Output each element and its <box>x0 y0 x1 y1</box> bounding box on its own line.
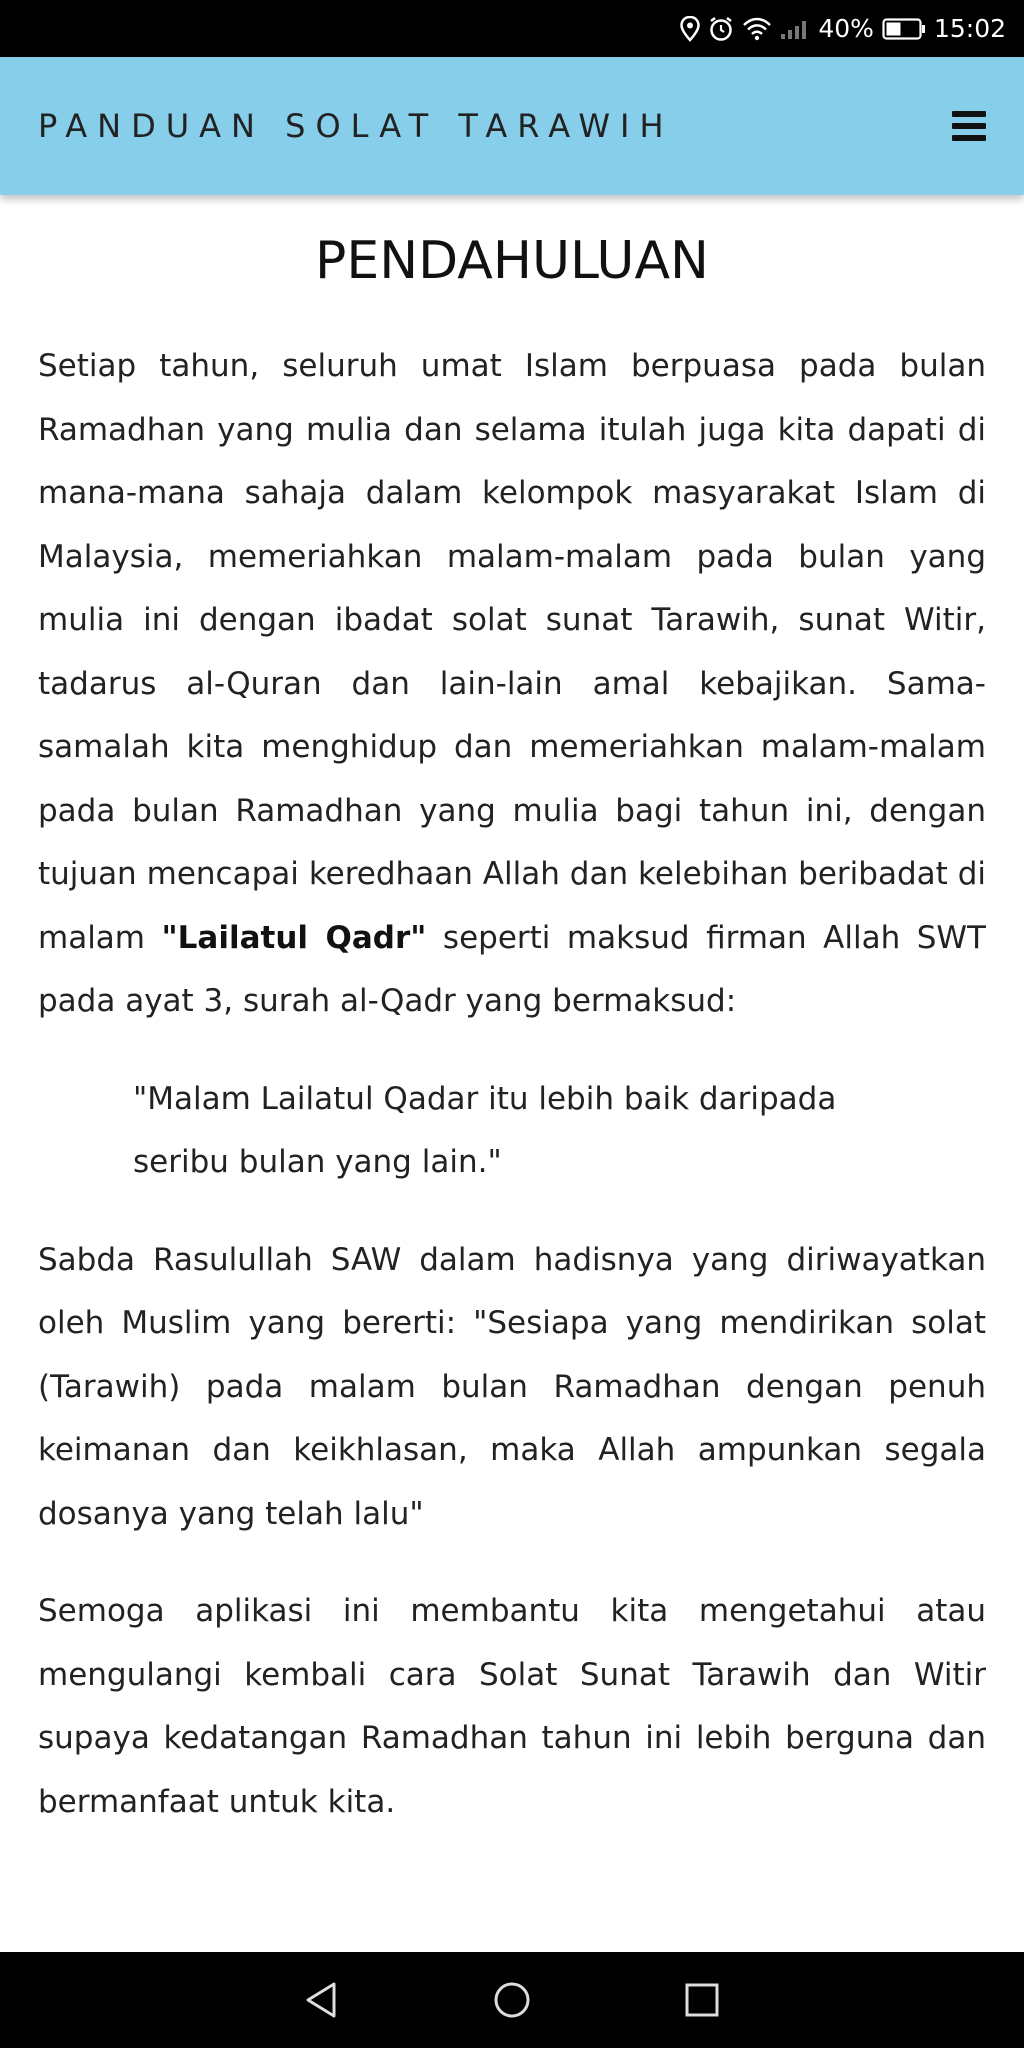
status-time: 15:02 <box>933 14 1006 43</box>
home-button[interactable] <box>417 1952 607 2048</box>
intro-text-part1: Setiap tahun, seluruh umat Islam berpuasa pada bulan Ramadhan yang mulia dan selama itulah juga kita dapati di mana-mana sahaja dalam kelompok masyarakat Islam di Malaysia, memeriahkan malam-malam pada bulan yang mulia ini dengan ibadat solat sunat Tarawih, sunat Witir, tadarus al-Quran dan lain-lain amal kebajikan. Sama-samalah kita menghidup dan memeriahkan malam-malam pada bulan Ramadhan yang mulia bagi tahun ini, dengan tujuan mencapai keredhaan Allah dan kelebihan beribadat di malam <box>38 348 986 956</box>
app-title: PANDUAN SOLAT TARAWIH <box>38 107 674 145</box>
home-icon <box>492 1980 532 2020</box>
navigation-bar <box>0 1952 1024 2048</box>
recents-icon <box>682 1980 722 2020</box>
page-heading: PENDAHULUAN <box>315 231 709 291</box>
hamburger-menu-icon[interactable] <box>952 111 986 141</box>
intro-paragraph <box>38 335 986 1034</box>
location-icon <box>680 16 700 42</box>
battery-percent: 40% <box>818 14 874 43</box>
recents-button[interactable] <box>607 1952 797 2048</box>
alarm-icon <box>708 16 734 42</box>
quran-quote: "Malam Lailatul Qadar itu lebih baik daripada seribu bulan yang lain." <box>133 1080 837 1180</box>
wifi-icon <box>742 17 772 41</box>
intro-text-part2: seperti maksud firman Allah SWT pada ayat 3, surah al-Qadr yang bermaksud: <box>38 919 986 1019</box>
status-bar <box>0 0 1024 57</box>
battery-icon <box>882 17 926 41</box>
lailatul-qadr-emphasis: "Lailatul Qadr" <box>161 919 427 956</box>
hadith-paragraph: Sabda Rasulullah SAW dalam hadisnya yang diriwayatkan oleh Muslim yang bererti: "Sesiapa yang mendirikan solat (Tarawih) pada malam bulan Ramadhan dengan penuh keimanan dan keikhlasan, maka Allah ampunkan segala dosanya yang telah lalu" <box>38 1241 986 1532</box>
closing-paragraph: Semoga aplikasi ini membantu kita mengetahui atau mengulangi kembali cara Solat Sunat Tarawih dan Witir supaya kedatangan Ramadhan tahun ini lebih berguna dan bermanfaat untuk kita. <box>38 1593 986 1820</box>
back-icon <box>302 1980 342 2020</box>
content-area <box>38 195 986 1952</box>
back-button[interactable] <box>227 1952 417 2048</box>
signal-icon <box>780 18 810 40</box>
app-header <box>0 57 1024 195</box>
